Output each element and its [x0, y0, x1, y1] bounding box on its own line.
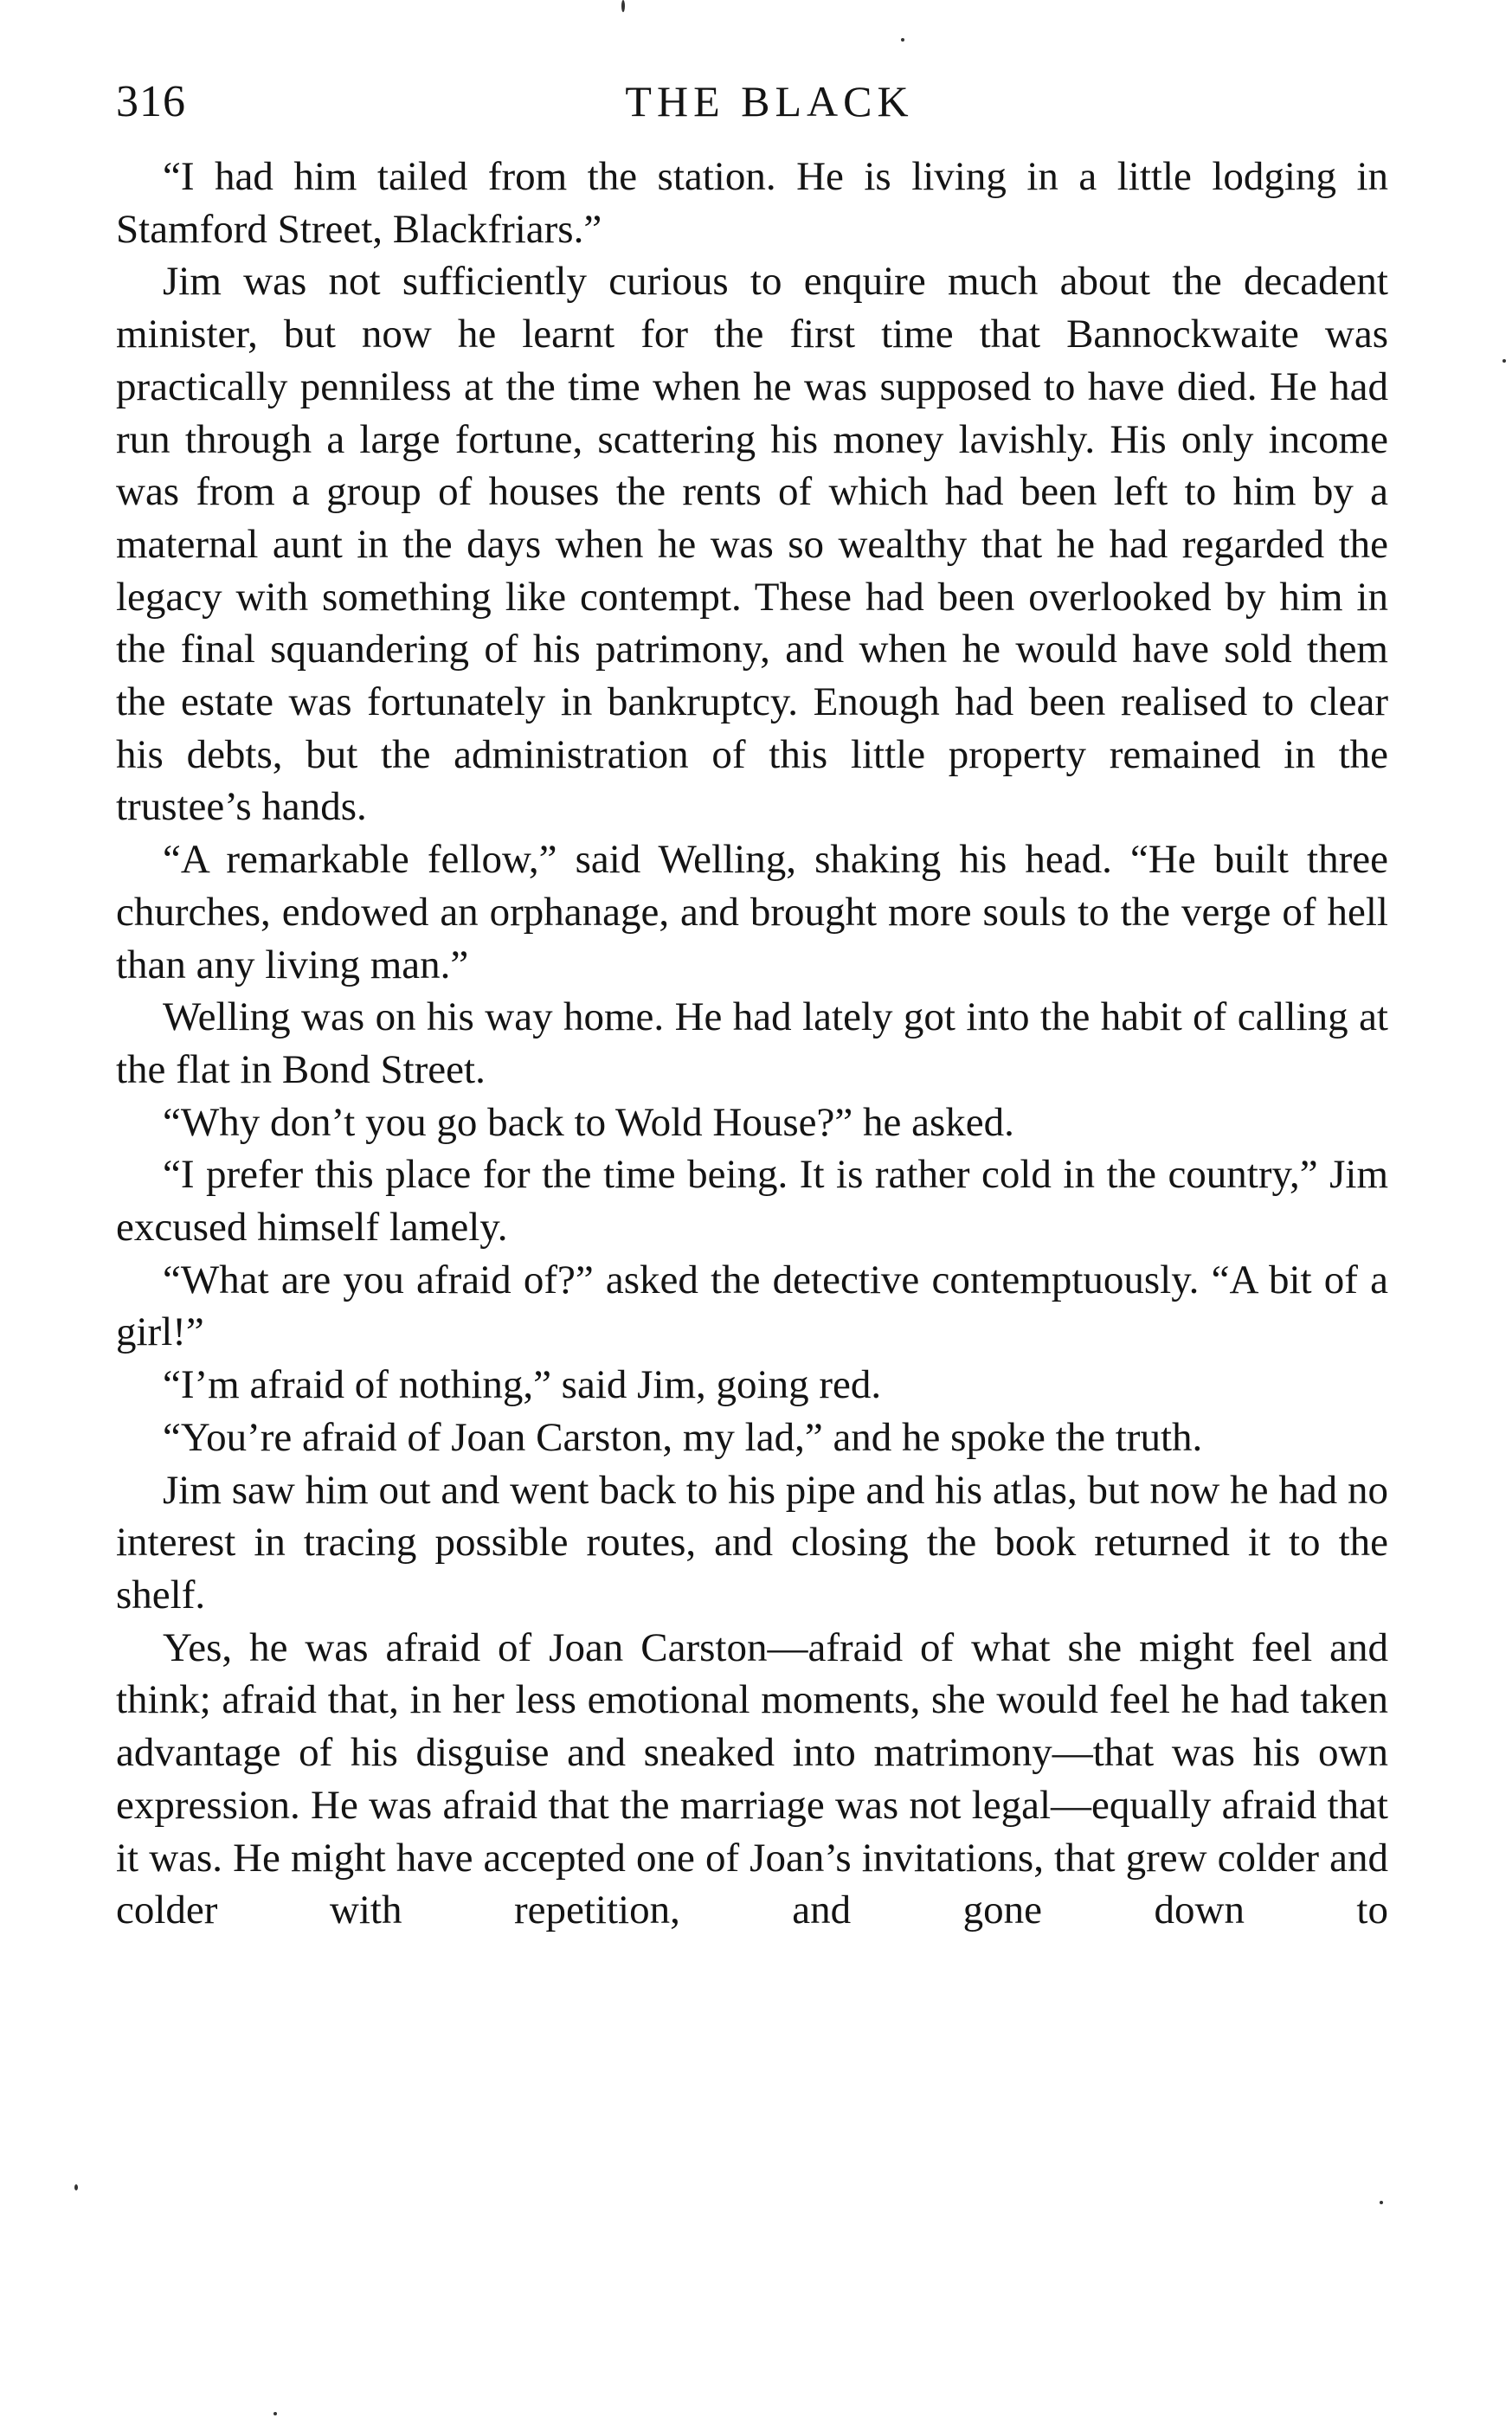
- paragraph: “You’re afraid of Joan Carston, my lad,” and he spoke the truth.: [163, 1414, 1203, 1460]
- paragraph: Jim saw him out and went back to his pipe and his atlas, but now he had no interest in tracing possible routes, and closing the book returned it to the shelf.: [116, 1467, 1388, 1617]
- scan-speck: [273, 2412, 277, 2415]
- paragraph: “I had him tailed from the station. He is living in a little lodging in Stamford Street, Blackfriars.”: [116, 154, 1388, 252]
- scan-speck: [74, 2184, 78, 2190]
- book-page: [116, 69, 1388, 1937]
- paragraph: “A remarkable fellow,” said Welling, shaking his head. “He built three churches, endowed an orphanage, and brought more souls to the verge of hell than any living man.”: [116, 837, 1388, 987]
- scan-speck: [1502, 359, 1506, 363]
- scan-speck: [1380, 2201, 1383, 2204]
- paragraph: “I’m afraid of nothing,” said Jim, going red.: [163, 1362, 882, 1408]
- paragraph: Welling was on his way home. He had lately got into the habit of calling at the flat in Bond Street.: [116, 994, 1388, 1092]
- running-head: [116, 69, 1388, 138]
- paragraph: Jim was not sufficiently curious to enquire much about the decadent minister, but now he learnt for the first time that Bannockwaite was practically penniless at the time when he was supposed to have died. He had run through a large fortune, scattering his money lavishly. His only income was from a group of houses the rents of which had been left to him by a maternal aunt in the days when he was so wealthy that he had regarded the legacy with something like contempt. These had been overlooked by him in the final squandering of his patrimony, and when he would have sold them the estate was fortunately in bankruptcy. Enough had been realised to clear his debts, but the administration of this little property remained in the trustee’s hands.: [116, 259, 1388, 830]
- page-number: 316: [116, 77, 186, 126]
- running-title: THE BLACK: [625, 77, 914, 125]
- paragraph: “I prefer this place for the time being. It is rather cold in the country,” Jim excused himself lamely.: [116, 1152, 1388, 1251]
- paragraph: “What are you afraid of?” asked the detective contemptuously. “A bit of a girl!”: [116, 1257, 1388, 1355]
- scan-speck: [901, 38, 904, 42]
- body-text: [116, 151, 1388, 1937]
- paragraph-continued: Yes, he was afraid of Joan Carston—afraid of what she might feel and think; afraid that, in her less emotional moments, she would feel he had taken advantage of his disguise and sneaked into matrimony—that was his own expression. He was afraid that the marriage was not legal—equally afraid that it was. He might have accepted one of Joan’s invitations, that grew colder and colder with repetition, and gone down to: [116, 1624, 1388, 1933]
- paragraph: “Why don’t you go back to Wold House?” he asked.: [163, 1099, 1014, 1145]
- scan-speck: [621, 0, 625, 12]
